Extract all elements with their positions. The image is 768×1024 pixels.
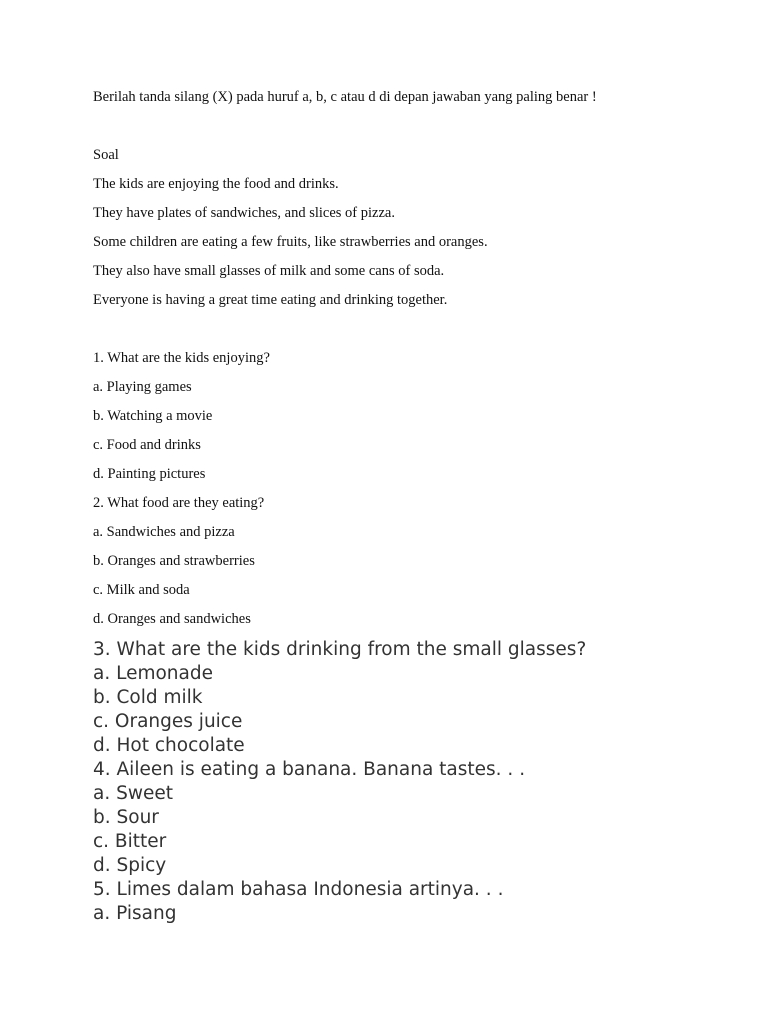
- question-4: 4. Aileen is eating a banana. Banana tastes. . .: [93, 759, 526, 780]
- passage-line: They have plates of sandwiches, and slices of pizza.: [93, 205, 395, 221]
- option-line: d. Oranges and sandwiches: [93, 611, 251, 627]
- passage-heading: Soal: [93, 147, 119, 163]
- option-line: c. Bitter: [93, 831, 167, 852]
- option-line: b. Oranges and strawberries: [93, 553, 255, 569]
- option-line: a. Sweet: [93, 783, 173, 804]
- question-1: 1. What are the kids enjoying?: [93, 350, 270, 366]
- option-line: d. Hot chocolate: [93, 735, 245, 756]
- option-line: d. Spicy: [93, 855, 167, 876]
- passage-line: The kids are enjoying the food and drinks.: [93, 176, 339, 192]
- option-line: c. Milk and soda: [93, 582, 190, 598]
- question-5: 5. Limes dalam bahasa Indonesia artinya. . .: [93, 879, 504, 900]
- option-line: b. Cold milk: [93, 687, 203, 708]
- option-line: a. Pisang: [93, 903, 177, 924]
- option-line: b. Watching a movie: [93, 408, 213, 424]
- question-3: 3. What are the kids drinking from the small glasses?: [93, 639, 587, 660]
- passage-line: They also have small glasses of milk and some cans of soda.: [93, 263, 445, 279]
- option-line: c. Food and drinks: [93, 437, 201, 453]
- option-line: d. Painting pictures: [93, 466, 206, 482]
- option-line: b. Sour: [93, 807, 159, 828]
- passage-line: Everyone is having a great time eating and drinking together.: [93, 292, 448, 308]
- questions-part-2: [93, 638, 586, 926]
- option-line: a. Lemonade: [93, 663, 213, 684]
- question-2: 2. What food are they eating?: [93, 495, 265, 511]
- option-line: a. Playing games: [93, 379, 192, 395]
- option-line: a. Sandwiches and pizza: [93, 524, 235, 540]
- passage-line: Some children are eating a few fruits, like strawberries and oranges.: [93, 234, 488, 250]
- option-line: c. Oranges juice: [93, 711, 243, 732]
- instruction-text: Berilah tanda silang (X) pada huruf a, b, c atau d di depan jawaban yang paling benar !: [93, 89, 597, 105]
